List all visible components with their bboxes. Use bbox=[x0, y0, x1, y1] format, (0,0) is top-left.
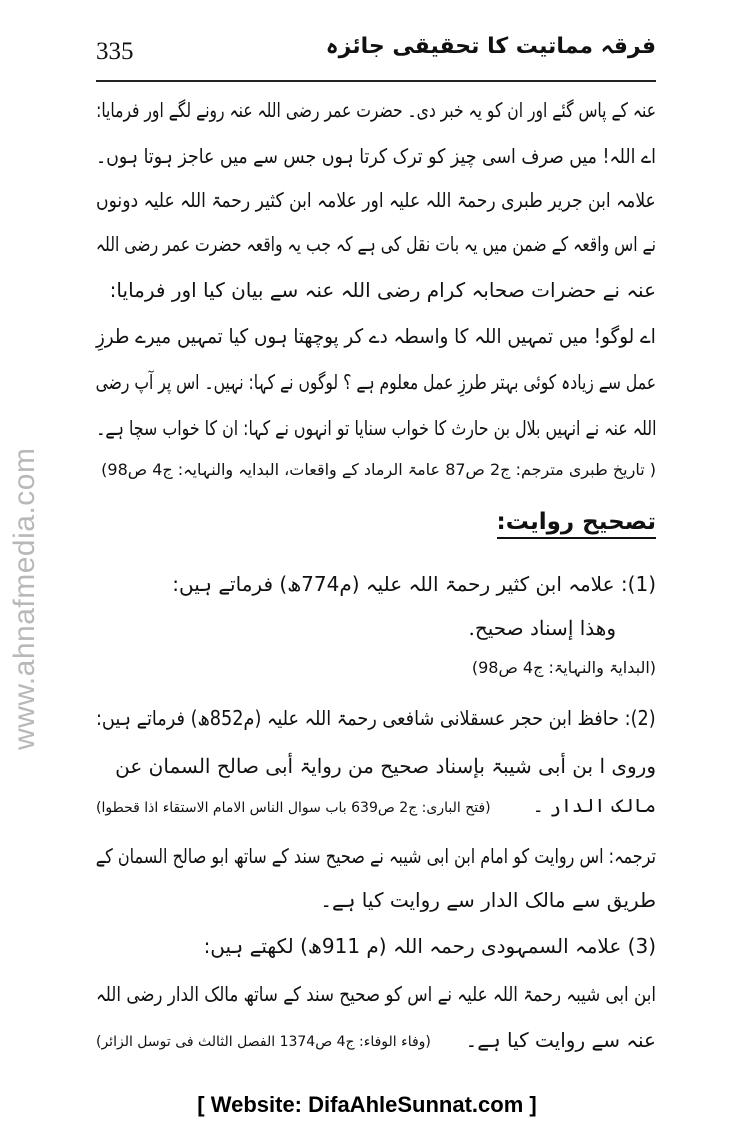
page-header bbox=[96, 34, 656, 74]
citation: (البدایۃ والنہایۃ: ج4 ص98) bbox=[471, 658, 656, 677]
citation: (فتح الباری: ج2 ص639 باب سوال الناس الامام الاستقاء اذا قحطوا) bbox=[96, 800, 491, 816]
page-number: 335 bbox=[96, 38, 134, 65]
citation: ( تاریخ طبری مترجم: ج2 ص87 عامۃ الرماد کے واقعات، البدایہ والنہایہ: ج4 ص98) bbox=[101, 460, 656, 479]
translation-line: ترجمہ: اس روایت کو امام ابن ابی شیبہ نے صحیح سند کے ساتھ ابو صالح السمان کے bbox=[95, 844, 656, 868]
text-line: علامہ ابن جریر طبری رحمۃ اللہ علیہ اور علامہ ابن کثیر رحمۃ اللہ علیہ دونوں bbox=[96, 188, 656, 212]
arabic-quote: وھذا إسناد صحیح. bbox=[468, 616, 616, 640]
text-line: ابن ابی شیبہ رحمۃ اللہ علیہ نے اس کو صحیح سند کے ساتھ مالک الدار رضی اللہ bbox=[95, 982, 656, 1006]
text-line: اے اللہ! میں صرف اسی چیز کو ترک کرتا ہوں جس سے میں عاجز ہوتا ہوں۔ bbox=[96, 144, 656, 168]
header-divider bbox=[96, 80, 656, 82]
arabic-quote: مالک الدار ۔ bbox=[532, 795, 656, 817]
quote-with-citation bbox=[96, 792, 656, 820]
text-line: طریق سے مالک الدار سے روایت کیا ہے۔ bbox=[320, 888, 656, 912]
text-line: عنہ سے روایت کیا ہے۔ bbox=[465, 1028, 656, 1052]
text-line: (1): علامہ ابن کثیر رحمۃ اللہ علیہ (م774ھ) فرماتے ہیں: bbox=[172, 572, 656, 596]
line-with-citation bbox=[96, 1026, 656, 1054]
watermark: www.ahnafmedia.com bbox=[8, 447, 41, 750]
running-title: فرقہ مماتیت کا تحقیقی جائزہ bbox=[325, 34, 656, 59]
text-line: عمل سے زیادہ کوئی بہتر طرزِ عمل معلوم ہے ؟ لوگوں نے کہا: نہیں۔ اس پر آپ رضی bbox=[95, 370, 656, 394]
text-line: (2): حافظ ابن حجر عسقلانی شافعی رحمۃ اللہ علیہ (م852ھ) فرماتے ہیں: bbox=[96, 706, 656, 730]
text-line: اللہ عنہ نے انہیں بلال بن حارث کا خواب سنایا تو انہوں نے کہا: ان کا خواب سچا ہے۔ bbox=[95, 416, 656, 440]
arabic-quote: وروی ا بن أبی شیبۃ بإسناد صحیح من روایۃ أبی صالح السمان عن bbox=[115, 754, 656, 778]
citation: (وفاء الوفاء: ج4 ص1374 الفصل الثالث فی توسل الزائر) bbox=[96, 1034, 431, 1050]
website-footer: [ Website: DifaAhleSunnat.com ] bbox=[197, 1092, 537, 1117]
text-line: عنہ نے حضرات صحابہ کرام رضی اللہ عنہ سے بیان کیا اور فرمایا: bbox=[109, 278, 656, 302]
section-heading-text: تصحیح روایت: bbox=[497, 509, 656, 539]
text-line: اے لوگو! میں تمہیں اللہ کا واسطہ دے کر پوچھتا ہوں کیا تمہیں میرے طرزِ bbox=[96, 324, 656, 348]
text-line: نے اس واقعہ کے ضمن میں یہ بات نقل کی ہے کہ جب یہ واقعہ حضرت عمر رضی اللہ bbox=[95, 232, 657, 256]
text-line: (3) علامہ السمہودی رحمہ اللہ (م 911ھ) لکھتے ہیں: bbox=[203, 934, 656, 958]
section-heading bbox=[497, 508, 656, 536]
text-line: عنہ کے پاس گئے اور ان کو یہ خبر دی۔ حضرت عمر رضی اللہ عنہ رونے لگے اور فرمایا: bbox=[96, 98, 657, 122]
